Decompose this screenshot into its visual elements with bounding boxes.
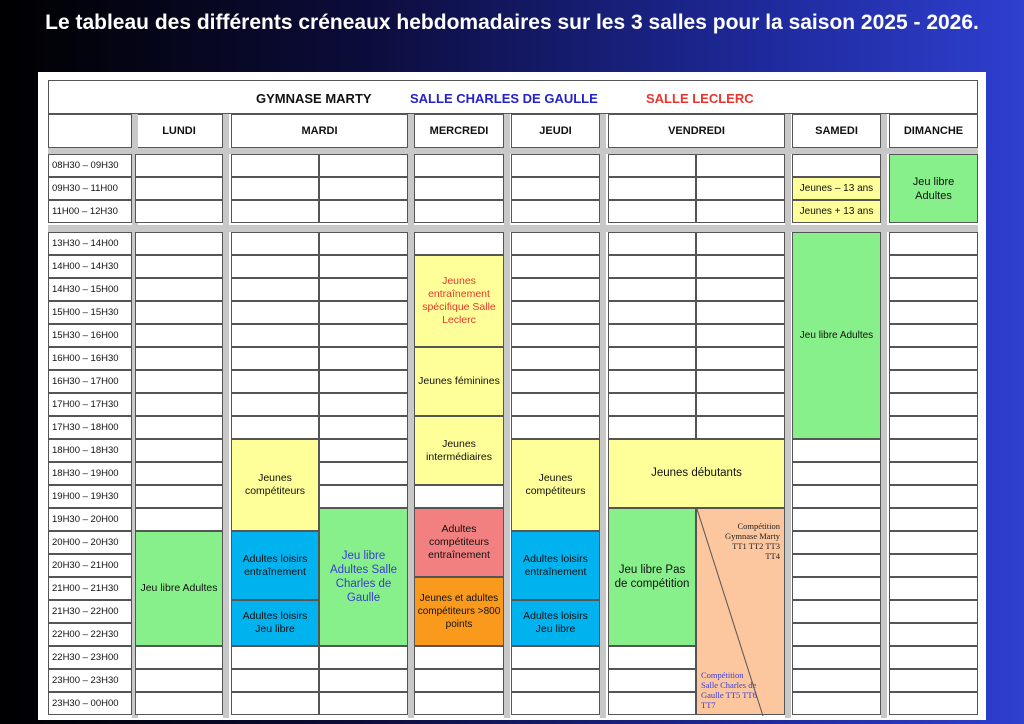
empty-slot (792, 462, 881, 485)
empty-slot (889, 416, 978, 439)
competition-marty-text: Compétition Gymnase Marty TT1 TT2 TT3 TT4 (724, 521, 780, 561)
time-slot-label: 08H30 – 09H30 (48, 154, 132, 177)
empty-slot (414, 200, 504, 223)
empty-slot (792, 439, 881, 462)
header-corner (48, 114, 132, 148)
empty-slot (319, 232, 408, 255)
time-slot-label: 18H00 – 18H30 (48, 439, 132, 462)
empty-slot (696, 393, 785, 416)
empty-slot (319, 646, 408, 669)
legend-marty: GYMNASE MARTY (256, 90, 372, 106)
time-slot-label: 20H00 – 20H30 (48, 531, 132, 554)
empty-slot (511, 177, 600, 200)
empty-slot (231, 278, 319, 301)
block-dimanche-jeu-libre: Jeu libre Adultes (889, 154, 978, 223)
page-title: Le tableau des différents créneaux hebdomadaires sur les 3 salles pour la saison 2025 - 2026. (45, 11, 979, 34)
competition-gaulle-text: Compétition Salle Charles de Gaulle TT5 TT6 TT7 (701, 670, 757, 710)
empty-slot (319, 324, 408, 347)
empty-slot (889, 577, 978, 600)
empty-slot (511, 370, 600, 393)
empty-slot (608, 177, 696, 200)
empty-slot (889, 623, 978, 646)
empty-slot (696, 301, 785, 324)
empty-slot (231, 232, 319, 255)
empty-slot (414, 669, 504, 692)
empty-slot (319, 154, 408, 177)
empty-slot (889, 301, 978, 324)
empty-slot (889, 347, 978, 370)
empty-slot (889, 554, 978, 577)
schedule-sheet (38, 72, 986, 720)
empty-slot (414, 232, 504, 255)
empty-slot (696, 177, 785, 200)
empty-slot (696, 200, 785, 223)
empty-slot (231, 154, 319, 177)
empty-slot (792, 692, 881, 715)
empty-slot (319, 301, 408, 324)
empty-slot (231, 255, 319, 278)
empty-slot (135, 439, 223, 462)
empty-slot (608, 154, 696, 177)
time-slot-label: 15H00 – 15H30 (48, 301, 132, 324)
empty-slot (608, 200, 696, 223)
empty-slot (792, 554, 881, 577)
empty-slot (889, 692, 978, 715)
empty-slot (231, 347, 319, 370)
empty-slot (511, 692, 600, 715)
empty-slot (414, 692, 504, 715)
empty-slot (792, 531, 881, 554)
block-vendredi-jeunes-debutants: Jeunes débutants (608, 439, 785, 508)
empty-slot (414, 485, 504, 508)
empty-slot (135, 278, 223, 301)
empty-slot (696, 370, 785, 393)
empty-slot (135, 669, 223, 692)
empty-slot (889, 370, 978, 393)
empty-slot (889, 669, 978, 692)
empty-slot (135, 692, 223, 715)
empty-slot (792, 485, 881, 508)
empty-slot (511, 416, 600, 439)
time-slot-label: 19H30 – 20H00 (48, 508, 132, 531)
time-slot-label: 22H00 – 22H30 (48, 623, 132, 646)
time-slot-label: 14H00 – 14H30 (48, 255, 132, 278)
empty-slot (511, 646, 600, 669)
empty-slot (231, 393, 319, 416)
block-jeudi-adultes-loisirs-entrainement: Adultes loisirs entraînement (511, 531, 600, 600)
day-header-dimanche: DIMANCHE (889, 114, 978, 148)
empty-slot (696, 324, 785, 347)
time-slot-label: 18H30 – 19H00 (48, 462, 132, 485)
empty-slot (608, 255, 696, 278)
empty-slot (792, 154, 881, 177)
empty-slot (135, 416, 223, 439)
empty-slot (231, 301, 319, 324)
empty-slot (319, 439, 408, 462)
day-header-jeudi: JEUDI (511, 114, 600, 148)
empty-slot (319, 462, 408, 485)
empty-slot (511, 324, 600, 347)
day-header-samedi: SAMEDI (792, 114, 881, 148)
time-slot-label: 13H30 – 14H00 (48, 232, 132, 255)
empty-slot (608, 370, 696, 393)
empty-slot (414, 646, 504, 669)
empty-slot (696, 232, 785, 255)
empty-slot (319, 347, 408, 370)
block-mercredi-jeunes-feminines: Jeunes féminines (414, 347, 504, 416)
empty-slot (319, 278, 408, 301)
empty-slot (608, 669, 696, 692)
empty-slot (889, 508, 978, 531)
block-mercredi-jeunes-adultes-competiteurs: Jeunes et adultes compétiteurs >800 points (414, 577, 504, 646)
empty-slot (889, 485, 978, 508)
block-jeudi-jeunes-competiteurs: Jeunes compétiteurs (511, 439, 600, 531)
block-mercredi-adultes-competiteurs: Adultes compétiteurs entraînement (414, 508, 504, 577)
empty-slot (889, 531, 978, 554)
column-separator (881, 114, 887, 718)
empty-slot (319, 485, 408, 508)
empty-slot (135, 200, 223, 223)
time-slot-label: 23H30 – 00H00 (48, 692, 132, 715)
empty-slot (231, 177, 319, 200)
empty-slot (231, 692, 319, 715)
empty-slot (319, 393, 408, 416)
empty-slot (135, 347, 223, 370)
column-separator (504, 114, 510, 718)
empty-slot (696, 154, 785, 177)
empty-slot (792, 646, 881, 669)
empty-slot (889, 232, 978, 255)
empty-slot (889, 646, 978, 669)
block-vendredi-jeu-libre: Jeu libre Pas de compétition (608, 508, 696, 646)
time-slot-label: 17H00 – 17H30 (48, 393, 132, 416)
empty-slot (135, 485, 223, 508)
empty-slot (231, 370, 319, 393)
empty-slot (319, 692, 408, 715)
empty-slot (135, 324, 223, 347)
schedule-grid (38, 72, 986, 720)
day-header-mercredi: MERCREDI (414, 114, 504, 148)
empty-slot (511, 393, 600, 416)
block-mercredi-jeunes-intermediaires: Jeunes intermédiaires (414, 416, 504, 485)
column-separator (223, 114, 229, 718)
empty-slot (792, 508, 881, 531)
empty-slot (511, 669, 600, 692)
time-slot-label: 11H00 – 12H30 (48, 200, 132, 223)
time-slot-label: 15H30 – 16H00 (48, 324, 132, 347)
time-slot-label: 22H30 – 23H00 (48, 646, 132, 669)
legend-leclerc: SALLE LECLERC (646, 90, 754, 106)
time-slot-label: 16H30 – 17H00 (48, 370, 132, 393)
empty-slot (511, 232, 600, 255)
block-mardi-adultes-loisirs-entrainement: Adultes loisirs entraînement (231, 531, 319, 600)
empty-slot (889, 393, 978, 416)
time-slot-label: 20H30 – 21H00 (48, 554, 132, 577)
empty-slot (696, 347, 785, 370)
empty-slot (135, 462, 223, 485)
empty-slot (231, 324, 319, 347)
empty-slot (319, 370, 408, 393)
empty-slot (608, 278, 696, 301)
empty-slot (135, 508, 223, 531)
empty-slot (696, 278, 785, 301)
block-samedi-jeunes-plus-13: Jeunes + 13 ans (792, 200, 881, 223)
empty-slot (889, 324, 978, 347)
block-mardi-jeunes-competiteurs: Jeunes compétiteurs (231, 439, 319, 531)
empty-slot (608, 646, 696, 669)
block-jeudi-adultes-loisirs-jeu-libre: Adultes loisirs Jeu libre (511, 600, 600, 646)
empty-slot (608, 324, 696, 347)
time-slot-label: 14H30 – 15H00 (48, 278, 132, 301)
block-mercredi-jeunes-entrainement: Jeunes entraînement spécifique Salle Leclerc (414, 255, 504, 347)
block-samedi-jeunes-moins-13: Jeunes – 13 ans (792, 177, 881, 200)
midday-separator (48, 225, 978, 232)
empty-slot (889, 439, 978, 462)
empty-slot (135, 370, 223, 393)
empty-slot (511, 278, 600, 301)
empty-slot (792, 623, 881, 646)
empty-slot (792, 669, 881, 692)
time-slot-label: 21H00 – 21H30 (48, 577, 132, 600)
empty-slot (696, 255, 785, 278)
empty-slot (889, 462, 978, 485)
empty-slot (792, 600, 881, 623)
empty-slot (135, 255, 223, 278)
legend-gaulle: SALLE CHARLES DE GAULLE (410, 90, 598, 106)
block-lundi-jeu-libre: Jeu libre Adultes (135, 531, 223, 646)
empty-slot (231, 416, 319, 439)
empty-slot (511, 154, 600, 177)
empty-slot (889, 278, 978, 301)
empty-slot (135, 154, 223, 177)
empty-slot (608, 301, 696, 324)
block-mardi-adultes-loisirs-jeu-libre: Adultes loisirs Jeu libre (231, 600, 319, 646)
empty-slot (608, 692, 696, 715)
empty-slot (511, 301, 600, 324)
time-slot-label: 23H00 – 23H30 (48, 669, 132, 692)
empty-slot (414, 154, 504, 177)
empty-slot (889, 255, 978, 278)
column-separator (600, 114, 606, 718)
empty-slot (231, 669, 319, 692)
time-slot-label: 19H00 – 19H30 (48, 485, 132, 508)
block-mardi-jeu-libre-gaulle: Jeu libre Adultes Salle Charles de Gaulle (319, 508, 408, 646)
time-slot-label: 16H00 – 16H30 (48, 347, 132, 370)
empty-slot (792, 577, 881, 600)
empty-slot (511, 347, 600, 370)
empty-slot (608, 347, 696, 370)
block-vendredi-competition (696, 508, 785, 715)
block-samedi-jeu-libre: Jeu libre Adultes (792, 232, 881, 439)
empty-slot (608, 416, 696, 439)
empty-slot (319, 669, 408, 692)
empty-slot (511, 255, 600, 278)
empty-slot (319, 200, 408, 223)
empty-slot (608, 393, 696, 416)
empty-slot (135, 232, 223, 255)
day-header-mardi: MARDI (231, 114, 408, 148)
empty-slot (319, 255, 408, 278)
time-slot-label: 09H30 – 11H00 (48, 177, 132, 200)
empty-slot (135, 393, 223, 416)
empty-slot (608, 232, 696, 255)
empty-slot (414, 177, 504, 200)
empty-slot (231, 200, 319, 223)
day-header-vendredi: VENDREDI (608, 114, 785, 148)
empty-slot (319, 177, 408, 200)
empty-slot (696, 416, 785, 439)
empty-slot (889, 600, 978, 623)
empty-slot (511, 200, 600, 223)
empty-slot (135, 646, 223, 669)
time-slot-label: 21H30 – 22H00 (48, 600, 132, 623)
empty-slot (135, 301, 223, 324)
day-header-lundi: LUNDI (135, 114, 223, 148)
empty-slot (135, 177, 223, 200)
time-slot-label: 17H30 – 18H00 (48, 416, 132, 439)
empty-slot (231, 646, 319, 669)
empty-slot (319, 416, 408, 439)
